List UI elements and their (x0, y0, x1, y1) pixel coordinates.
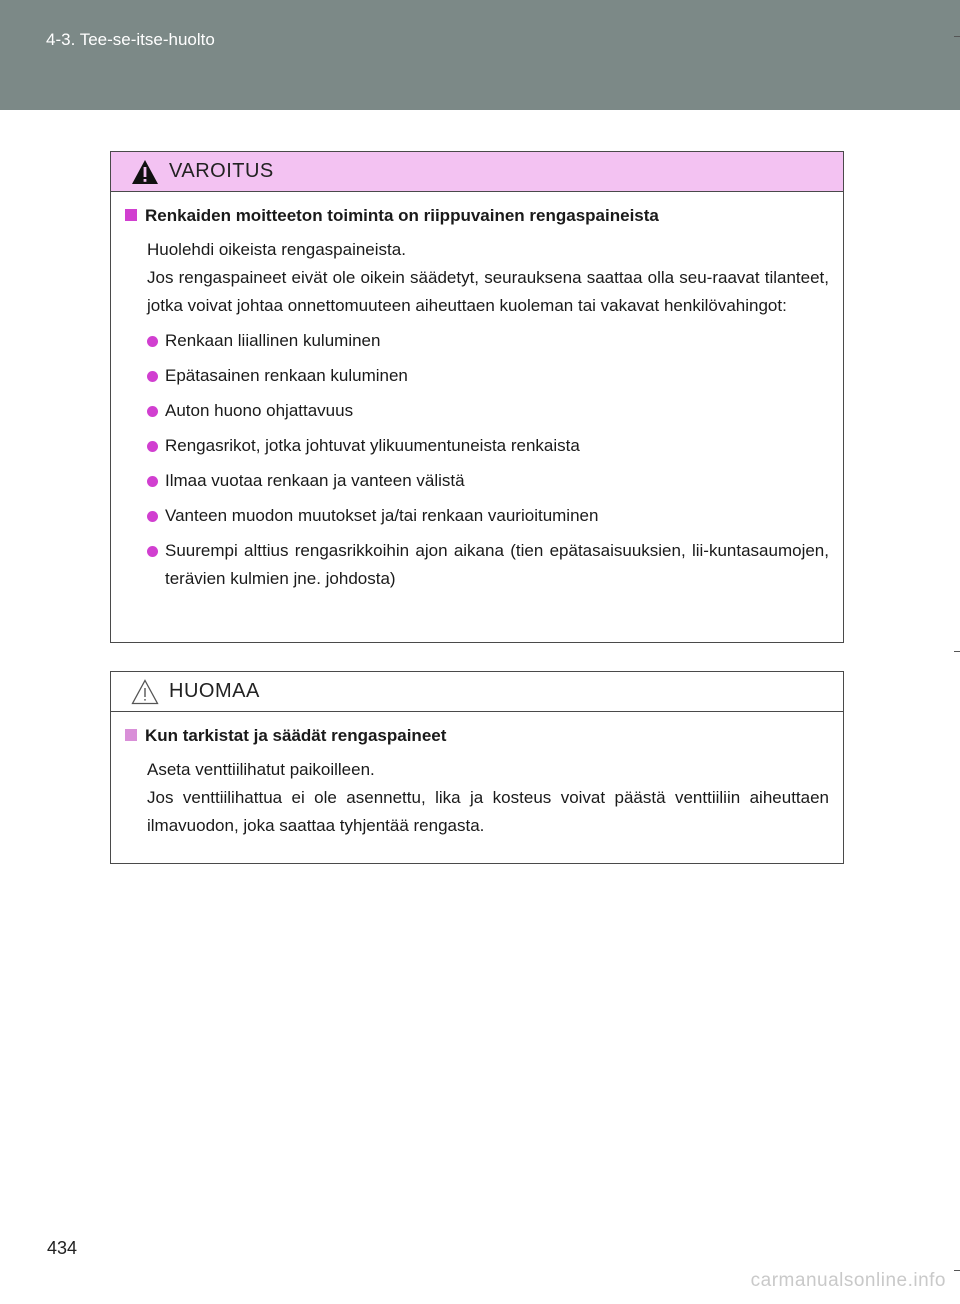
crop-mark-bottom (954, 1270, 960, 1271)
square-bullet-icon (125, 729, 137, 741)
page-number: 434 (47, 1238, 78, 1258)
notice-box (110, 671, 844, 864)
bullet-dot-icon (147, 546, 158, 557)
notice-label: HUOMAA (169, 680, 260, 702)
notice-heading (125, 724, 829, 748)
notice-paragraph-line2: Jos venttiilihattua ei ole asennettu, lika ja kosteus voivat päästä venttiiliin aiheuttaen ilmavuodon, joka saattaa tyhjentää rengasta. (147, 788, 829, 835)
warning-heading (125, 204, 829, 228)
notice-heading-text: Kun tarkistat ja säädät rengaspaineet (145, 726, 447, 745)
list-item: Suurempi alttius rengasrikkoihin ajon aikana (tien epätasaisuuksien, lii-kuntasaumojen, terävien kulmien jne. johdosta) (147, 537, 829, 593)
notice-paragraph (147, 756, 829, 840)
list-item: Epätasainen renkaan kuluminen (147, 362, 829, 390)
notice-box-body (111, 712, 843, 840)
bullet-dot-icon (147, 336, 158, 347)
section-header-bar (0, 0, 960, 110)
warning-paragraph-line2: Jos rengaspaineet eivät ole oikein säädetyt, seurauksena saattaa olla seu-raavat tilanteet, jotka voivat johtaa onnettomuuteen aiheuttaen kuoleman tai vakavat henkilövahingot: (147, 268, 829, 315)
warning-filled-triangle-icon (131, 159, 159, 185)
list-item: Renkaan liiallinen kuluminen (147, 327, 829, 355)
list-item: Ilmaa vuotaa renkaan ja vanteen välistä (147, 467, 829, 495)
warning-label: VAROITUS (169, 160, 274, 182)
warning-box (110, 151, 844, 643)
bullet-dot-icon (147, 511, 158, 522)
list-item: Auton huono ohjattavuus (147, 397, 829, 425)
warning-box-header (111, 152, 843, 192)
list-item: Rengasrikot, jotka johtuvat ylikuumentuneista renkaista (147, 432, 829, 460)
warning-bullet-list (147, 327, 829, 593)
warning-box-body (111, 192, 843, 593)
section-title: 4-3. Tee-se-itse-huolto (46, 30, 215, 49)
notice-box-header (111, 672, 843, 712)
crop-mark-top (954, 36, 960, 37)
watermark: carmanualsonline.info (750, 1270, 946, 1291)
warning-outline-triangle-icon (131, 679, 159, 705)
bullet-dot-icon (147, 406, 158, 417)
warning-paragraph-line1: Huolehdi oikeista rengaspaineista. (147, 240, 406, 259)
list-item: Vanteen muodon muutokset ja/tai renkaan vaurioituminen (147, 502, 829, 530)
bullet-dot-icon (147, 441, 158, 452)
warning-paragraph (147, 236, 829, 320)
square-bullet-icon (125, 209, 137, 221)
warning-heading-text: Renkaiden moitteeton toiminta on riippuvainen rengaspaineista (145, 206, 659, 225)
crop-mark-middle (954, 651, 960, 652)
notice-paragraph-line1: Aseta venttiilihatut paikoilleen. (147, 760, 375, 779)
bullet-dot-icon (147, 476, 158, 487)
bullet-dot-icon (147, 371, 158, 382)
